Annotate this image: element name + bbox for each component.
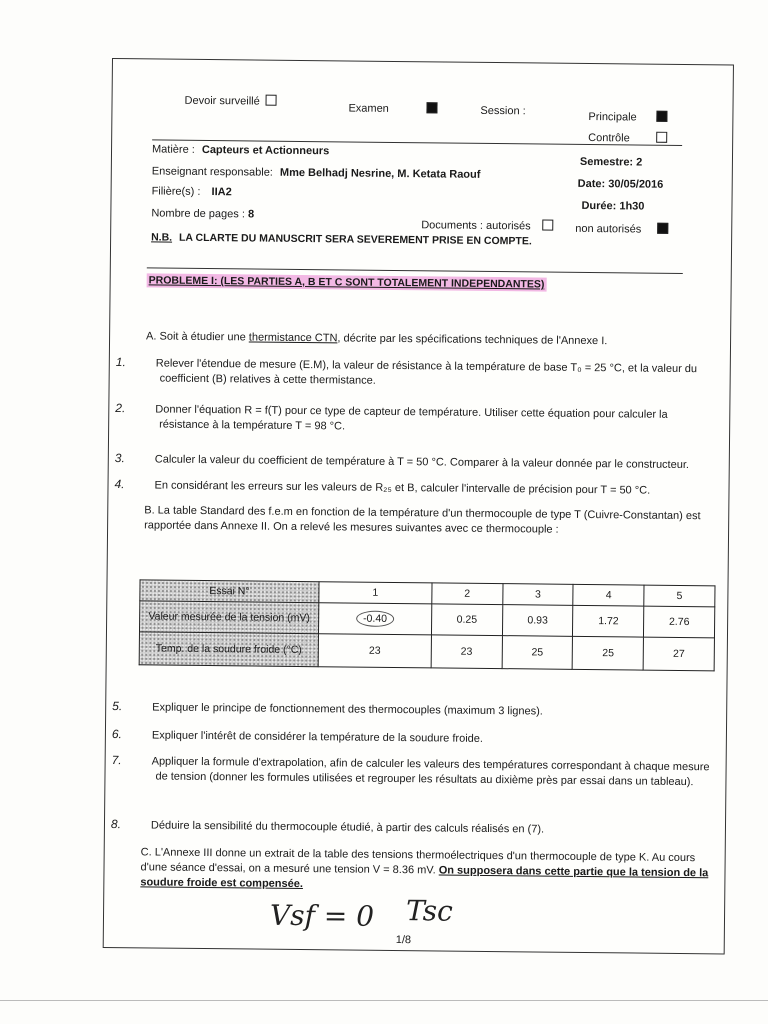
question-1: 1. Relever l'étendue de mesure (E.M), la valeur de résistance à la température de base T₀ = 25 °C, et la valeur du coefficient (B) relatives à cette thermistance. xyxy=(115,355,698,387)
table-cell: 27 xyxy=(643,637,714,671)
table-cell: 1 xyxy=(319,582,432,604)
table-cell: 3 xyxy=(502,584,573,606)
session-label: Session : xyxy=(480,104,526,118)
question-3: 3. Calculer la valeur du coefficient de température à T = 50 °C. Comparer à la valeur donnée par le constructeur. xyxy=(114,451,690,472)
question-7: 7. Appliquer la formule d'extrapolation, afin de calculer les valeurs des températures correspondant à chaque mesure de tension (donner les formules utilisées et regrouper les résultats au dixième près par essai dans un tableau). xyxy=(111,753,710,789)
table-cell: 5 xyxy=(644,585,715,607)
principale-checkbox xyxy=(657,111,668,122)
question-8: 8. Déduire la sensibilité du thermocouple étudié, à partir des calculs réalisés en (7). xyxy=(110,817,545,836)
semestre: Semestre: 2 xyxy=(579,155,643,169)
table-row xyxy=(139,632,714,671)
matiere: Matière : Capteurs et Actionneurs xyxy=(151,143,330,158)
table-cell: 2.76 xyxy=(644,606,715,638)
table-cell: 1.72 xyxy=(573,605,644,637)
question-4: 4. En considérant les erreurs sur les valeurs de R₂₅ et B, calculer l'intervalle de précision pour T = 50 °C. xyxy=(114,477,651,497)
enseignant: Enseignant responsable: Mme Belhadj Nesrine, M. Ketata Raouf xyxy=(151,165,481,181)
row-header-temp: Temp. de la soudure froide (°C) xyxy=(139,632,318,667)
exam-sheet xyxy=(103,58,734,954)
thermistance-term: thermistance CTN xyxy=(248,331,338,345)
controle: Contrôle xyxy=(588,131,667,145)
table-cell: 23 xyxy=(318,634,431,668)
duree: Durée: 1h30 xyxy=(581,199,645,213)
question-2: 2. Donner l'équation R = f(T) pour ce type de capteur de température. Utiliser cette équation pour calculer la résistance à la température T = 98 °C. xyxy=(115,401,668,433)
non-autorises-checkbox xyxy=(657,223,668,234)
section-rule xyxy=(147,267,683,274)
part-b-intro: B. La table Standard des f.e.m en fonction de la température d'un thermocouple de type T (Cuivre-Constantan) est rapportée dans Annexe II. On a relevé les mesures suivantes avec ce thermocouple : xyxy=(144,504,701,536)
examen-checkbox xyxy=(427,102,438,113)
principale: Principale xyxy=(588,110,667,124)
part-c-underlined: On supposera dans cette partie que la tension de la soudure froide est compensée. xyxy=(140,864,709,891)
probleme-title: PROBLEME I: (LES PARTIES A, B ET C SONT TOTALEMENT INDEPENDANTES) xyxy=(147,273,547,291)
autorises-checkbox xyxy=(543,220,554,231)
row-header-essai: Essai N° xyxy=(140,580,319,603)
handwritten-note: Vsf = 0 xyxy=(269,898,375,933)
scan-edge xyxy=(0,1000,768,1001)
thermocouple-table xyxy=(139,579,716,671)
date: Date: 30/05/2016 xyxy=(577,177,664,191)
question-5: 5. Expliquer le principe de fonctionnement des thermocouples (maximum 3 lignes). xyxy=(112,699,543,718)
question-6: 6. Expliquer l'intérêt de considérer la température de la soudure froide. xyxy=(111,727,484,745)
handwritten-signature: Tsc xyxy=(405,894,453,928)
page-number: 1/8 xyxy=(395,934,412,947)
row-header-tension: Valeur mesurée de la tension (mV) xyxy=(139,601,318,634)
table-cell: 23 xyxy=(431,635,502,669)
devoir-checkbox xyxy=(266,95,277,106)
devoir-surveille: Devoir surveillé xyxy=(184,94,276,108)
table-cell: 25 xyxy=(502,636,573,670)
part-c-intro: C. L'Annexe III donne un extrait de la table des tensions thermoélectriques d'un thermocouple de type K. Au cours d'une séance d'essai, on a mesuré une tension V = 8.36 mV. On supposera dans cette partie que la tension de la soudure froide est compensée. xyxy=(140,846,709,891)
table-cell: 2 xyxy=(432,583,503,605)
controle-checkbox xyxy=(656,132,667,143)
documents-autorises: Documents : autorisés xyxy=(421,218,554,232)
nombre-pages: Nombre de pages : 8 xyxy=(151,207,255,221)
non-autorises: non autorisés xyxy=(575,222,668,236)
table-cell: 0.25 xyxy=(431,604,502,636)
examen: Examen xyxy=(348,101,437,115)
table-cell: 4 xyxy=(573,584,644,606)
table-cell: -0.40 xyxy=(318,603,431,635)
table-cell: 25 xyxy=(573,636,644,670)
nota-bene: N.B. LA CLARTE DU MANUSCRIT SERA SEVEREMENT PRISE EN COMPTE. xyxy=(151,231,532,248)
table-cell: 0.93 xyxy=(502,605,573,637)
part-a-intro: A. Soit à étudier une thermistance CTN, décrite par les spécifications techniques de l'Annexe I. xyxy=(146,330,608,348)
filiere: Filière(s) : IIA2 xyxy=(151,185,232,199)
